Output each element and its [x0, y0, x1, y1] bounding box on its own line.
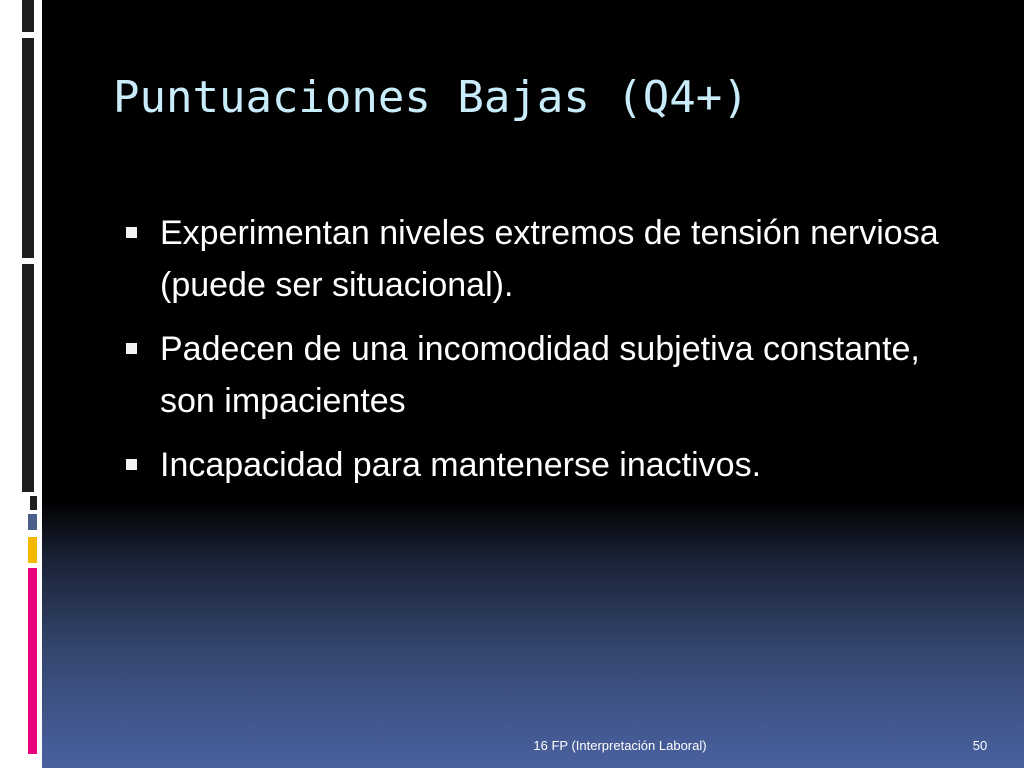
decorative-stripe [22, 264, 34, 492]
bullet-list [120, 207, 940, 503]
list-item [120, 207, 940, 311]
decorative-stripe [22, 0, 34, 32]
square-bullet-icon [126, 459, 137, 470]
list-item [120, 439, 940, 491]
slide-title: Puntuaciones Bajas (Q4+) [113, 72, 749, 123]
bullet-text: Incapacidad para mantenerse inactivos. [160, 446, 762, 484]
bullet-text: Padecen de una incomodidad subjetiva constante, son impacientes [160, 330, 920, 420]
slide-page-number: 50 [972, 738, 988, 753]
decorative-stripe [28, 568, 37, 754]
decorative-stripe [22, 38, 34, 258]
decorative-stripe [28, 514, 37, 530]
square-bullet-icon [126, 343, 137, 354]
list-item [120, 323, 940, 427]
slide-footer: 16 FP (Interpretación Laboral) [533, 738, 707, 753]
decorative-stripe [30, 496, 37, 510]
left-decorative-strip [0, 0, 42, 768]
bullet-text: Experimentan niveles extremos de tensión nerviosa (puede ser situacional). [160, 214, 939, 304]
square-bullet-icon [126, 227, 137, 238]
decorative-stripe [28, 537, 37, 563]
